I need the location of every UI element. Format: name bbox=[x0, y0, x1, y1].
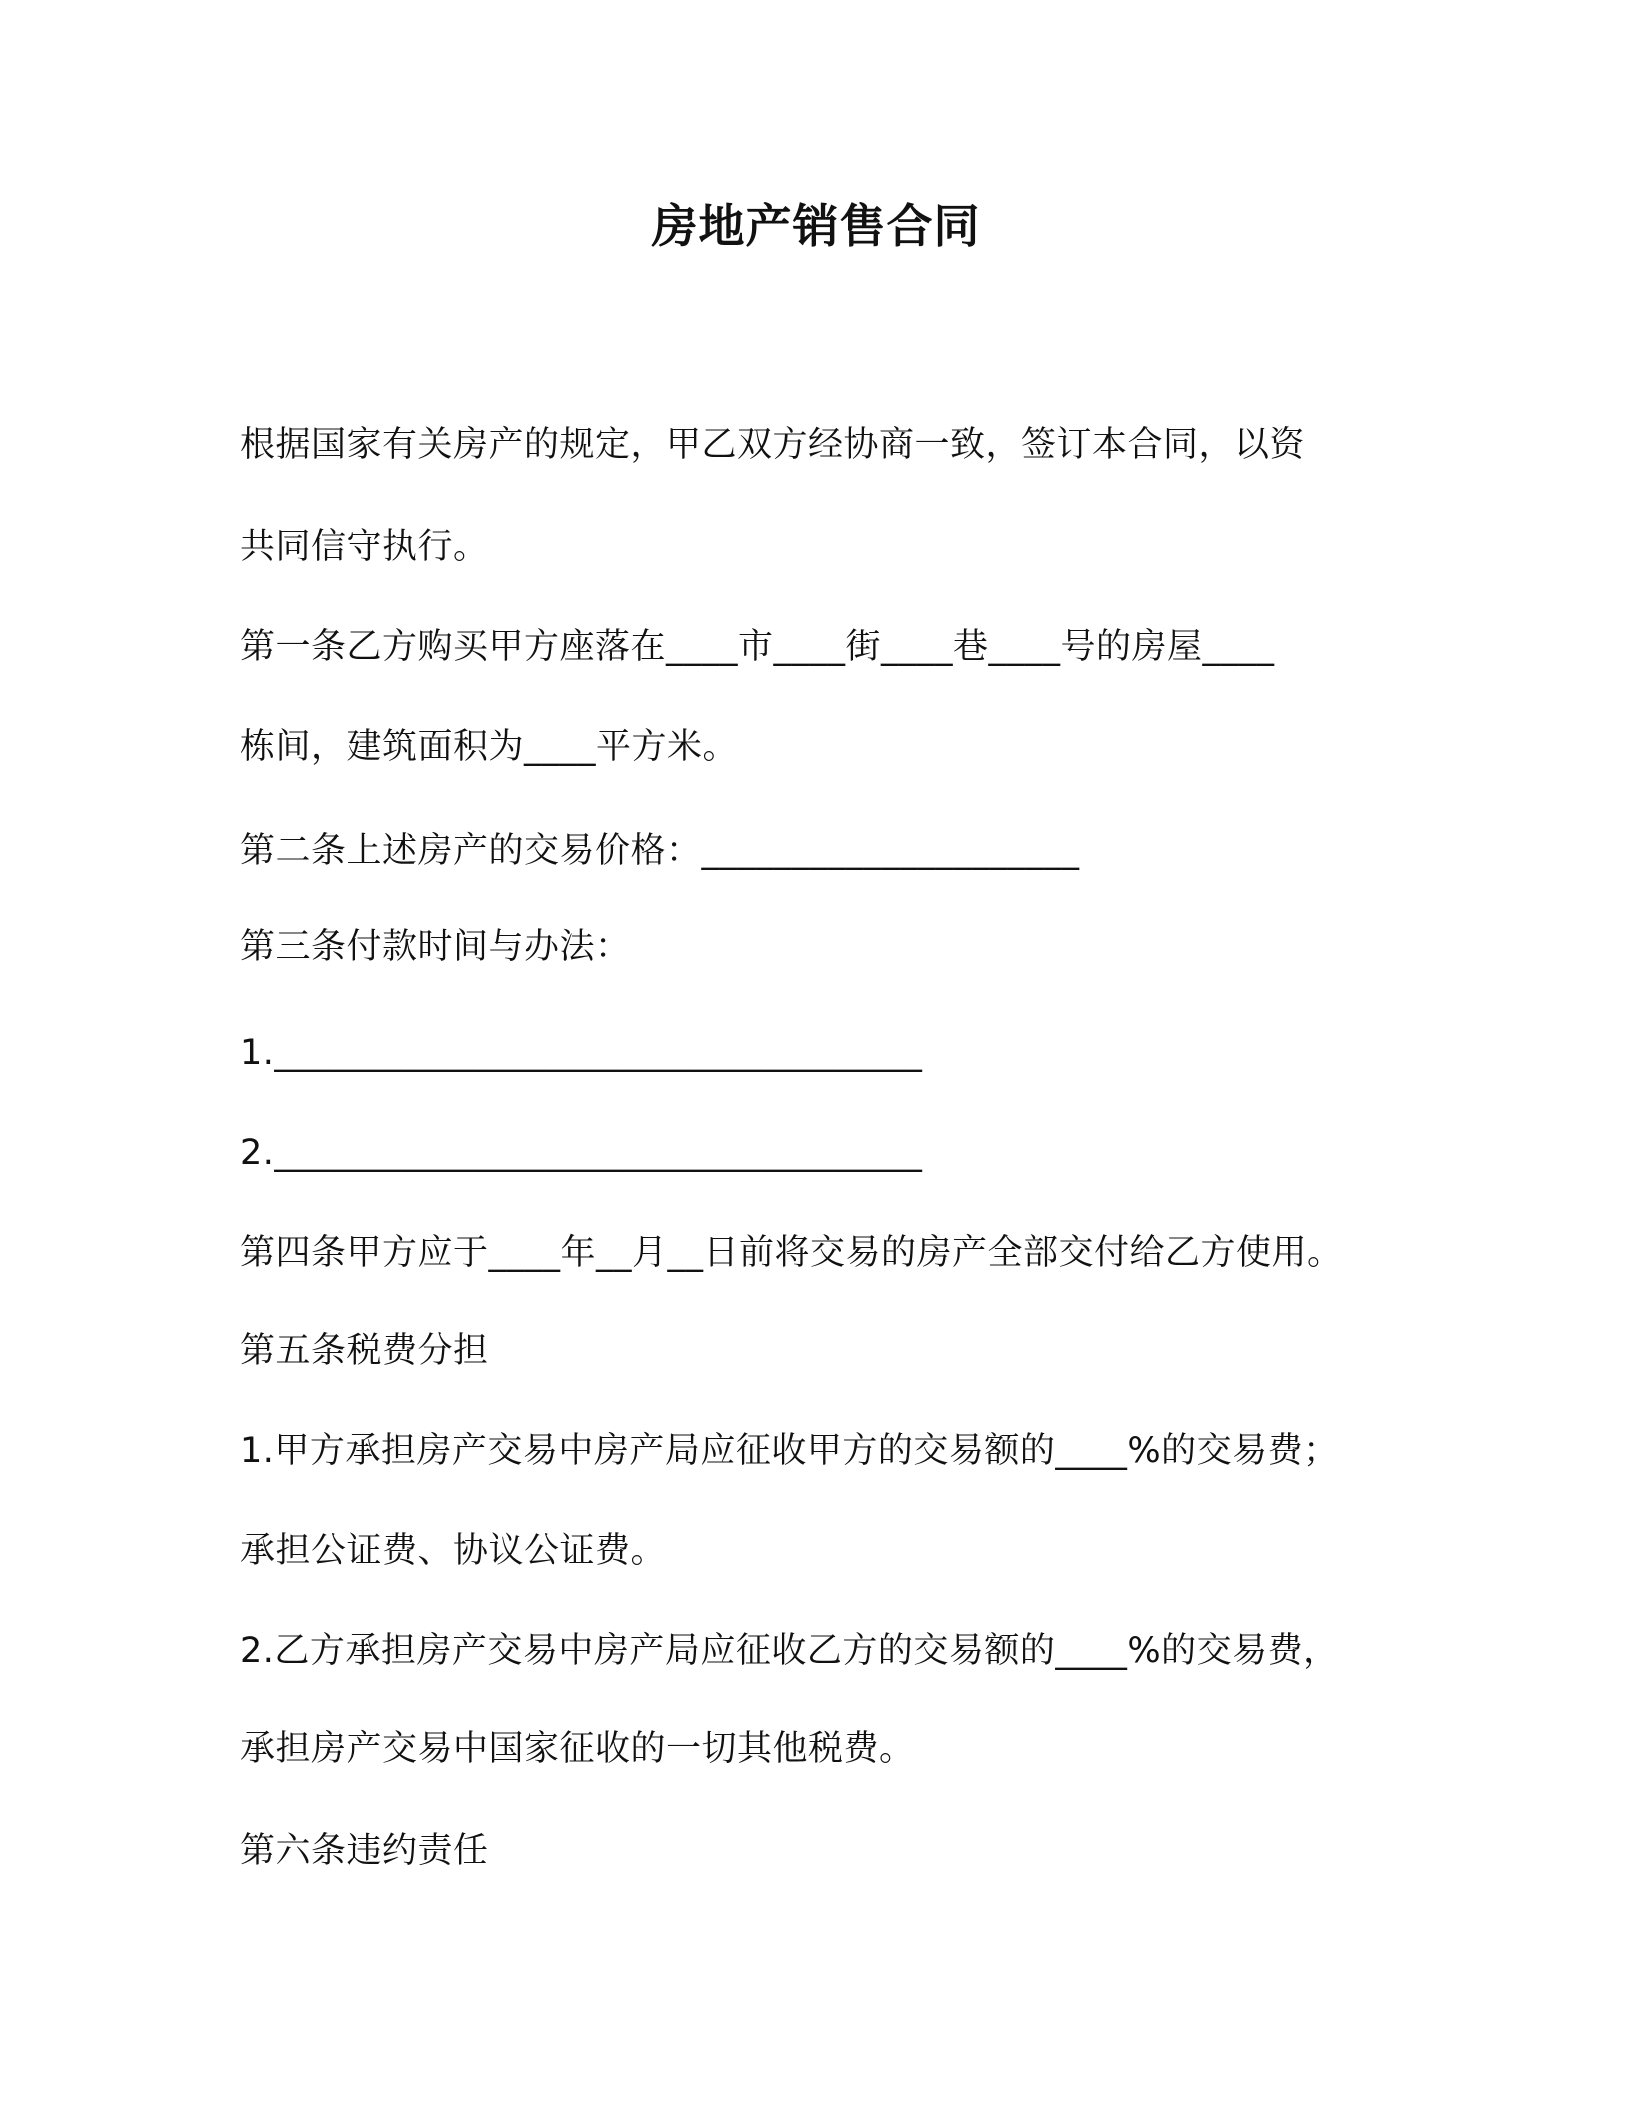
paragraph-line: 共同信守执行。 bbox=[240, 527, 489, 567]
paragraph-line: 1.____________________________________ bbox=[240, 1033, 923, 1073]
paragraph-line: 根据国家有关房产的规定，甲乙双方经协商一致，签订本合同，以资 bbox=[240, 425, 1306, 465]
paragraph-line: 承担公证费、协议公证费。 bbox=[240, 1531, 667, 1571]
paragraph-line: 栋间，建筑面积为____平方米。 bbox=[240, 727, 739, 767]
paragraph-line: 2.____________________________________ bbox=[240, 1133, 923, 1173]
paragraph-line: 第二条上述房产的交易价格：_____________________ bbox=[240, 831, 1080, 871]
paragraph-line: 第六条违约责任 bbox=[240, 1831, 489, 1871]
paragraph-line: 第一条乙方购买甲方座落在____市____街____巷____号的房屋____ bbox=[240, 627, 1275, 667]
paragraph-line: 第四条甲方应于____年__月__日前将交易的房产全部交付给乙方使用。 bbox=[240, 1233, 1343, 1273]
paragraph-line: 第五条税费分担 bbox=[240, 1331, 489, 1371]
paragraph-line: 第三条付款时间与办法： bbox=[240, 927, 631, 967]
paragraph-line: 承担房产交易中国家征收的一切其他税费。 bbox=[240, 1729, 915, 1769]
document-title: 房地产销售合同 bbox=[651, 199, 981, 253]
paragraph-line: 1.甲方承担房产交易中房产局应征收甲方的交易额的____%的交易费； bbox=[240, 1431, 1339, 1471]
paragraph-line: 2.乙方承担房产交易中房产局应征收乙方的交易额的____%的交易费， bbox=[240, 1631, 1339, 1671]
